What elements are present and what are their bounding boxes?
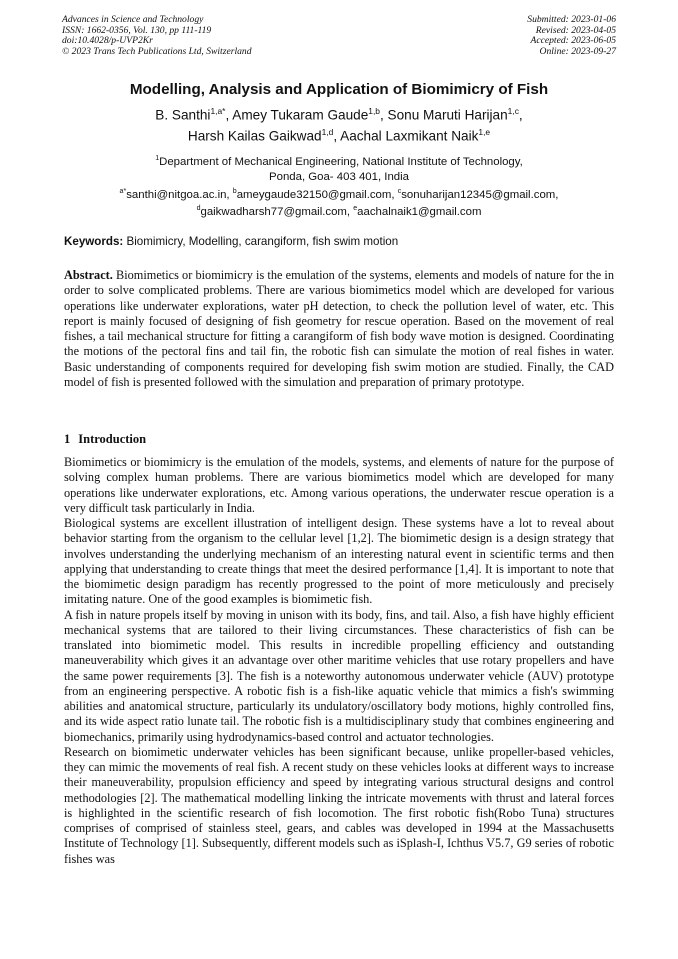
date-revised: Revised: 2023-04-05 xyxy=(535,24,616,36)
section-title: Introduction xyxy=(78,432,147,446)
journal-issn: ISSN: 1662-0356, Vol. 130, pp 111-119 xyxy=(62,24,212,36)
paragraph: Research on biomimetic underwater vehicles has been significant because, unlike propeller-based vehicles, they can mimic the movements of real fish. A recent study on these vehicles looks at different ways to increase their maneuverability, propulsion efficiency and speed by integrating various structural designs and control methodologies [2]. The mathematical modelling linking the intricate movements with thrust and lateral forces is highlighted in the scientific research of fish locomotion. The first robotic fish(Robo Tuna) structures comprises of comprised of stainless steel, gears, and cables was developed in 1994 at the Massachusetts Institute of Technology [1]. Subsequently, different models such as iSplash-I, Ichthus V5.7, G9 series of robotic fishes was xyxy=(64,744,614,866)
email: gaikwadharsh77@gmail.com, xyxy=(200,206,354,219)
email: sonuharijan12345@gmail.com, xyxy=(401,188,559,201)
email-mark: d xyxy=(196,205,201,213)
email: santhi@nitgoa.ac.in, xyxy=(126,188,233,201)
author-affil-mark: 1,b xyxy=(368,106,380,116)
abstract xyxy=(64,268,614,390)
email-mark: e xyxy=(353,205,358,213)
affiliation-line: Ponda, Goa- 403 401, India xyxy=(269,170,409,183)
affiliation-line: Department of Mechanical Engineering, National Institute of Technology, xyxy=(159,155,523,168)
paragraph: A fish in nature propels itself by moving in unison with its body, fins, and tail. Also, a fish have highly efficient mechanical systems that are tailored to their living circumstances. These characteristics of fish can be translated into biomimetic model. This results in incredible propelling efficiency and outstanding maneuverability which gives it an advantage over other maritime vehicles that use rotary propellers and have the same power requirements [3]. The fish is a noteworthy autonomous underwater vehicle (AUV) prototype from an engineering perspective. A robotic fish is a fish-like aquatic vehicle that mimics a fish's swimming abilities and anatomical structure, particularly its undulatory/oscillatory body motions, highly controlled fins, and its wide aspect ratio lunate tail. The robotic fish is a multidisciplinary study that combines engineering and biomechanics, primarily using hydrodynamics-based control and actuator technologies. xyxy=(64,607,614,744)
author-name: Harsh Kailas Gaikwad xyxy=(187,128,322,144)
abstract-text: Biomimetics or biomimicry is the emulation of the systems, elements and models of nature for the in order to solve complicated problems. There are various biomimetics model which are developed for various operations like underwater explorations, water pH detection, to check the pollution level of water, etc. This report is mainly focused of designing of fish geometry for rescue operation. Based on the movement of real fishes, a tail mechanical structure for fitting a carangiform of fish body wave motion is designed. Coordinating the motions of the pectoral fins and tail fin, the robotic fish can simulate the motion of real fishes in water. Basic understanding of components required for developing fish swim motion are studied. Finally, the CAD model of fish is presented followed with the simulation and preparation of primary prototype. xyxy=(64,268,614,389)
email-mark: b xyxy=(232,188,237,195)
date-submitted: Submitted: 2023-01-06 xyxy=(527,14,616,25)
publication-dates xyxy=(527,15,616,57)
author-name: , Sonu Maruti Harijan xyxy=(379,107,508,123)
email-mark: a* xyxy=(119,188,127,195)
author-list xyxy=(0,103,678,145)
author-emails xyxy=(0,185,678,220)
author-affil-mark: 1,d xyxy=(321,127,334,138)
affiliation xyxy=(0,151,678,185)
author-affil-mark: 1,a* xyxy=(210,106,226,116)
affiliation-mark: 1 xyxy=(155,155,160,162)
keywords-text: Biomimicry, Modelling, carangiform, fish swim motion xyxy=(123,235,399,248)
journal-info xyxy=(62,15,252,57)
email-mark: c xyxy=(397,188,402,195)
email: aachalnaik1@gmail.com xyxy=(357,206,482,219)
section-heading xyxy=(64,432,146,447)
paragraph: Biological systems are excellent illustration of intelligent design. These systems have a lot to reveal about behavior starting from the organism to the cellular level [1,2]. The biomimetic design is a design strategy that involves understanding the underlying mechanism of an interesting natural event in scientific terms and then applying that understanding to create things that meet the desired performance [1,4]. It is important to note that the biomimetic design paradigm has recently progressed to the point of more meticulously and precisely imitating nature. One of the good examples is biomimetic fish. xyxy=(64,516,614,607)
paragraph: Biomimetics or biomimicry is the emulation of the models, systems, and elements of nature for the purpose of solving complex human problems. There are various biomimetics model which are developed for many operations like underwater explorations, etc. Among various operations, the underwater rescue operation is a very difficult task particularly in India. xyxy=(64,455,614,515)
paper-title: Modelling, Analysis and Application of Biomimicry of Fish xyxy=(129,81,549,98)
email: ameygaude32150@gmail.com, xyxy=(236,188,398,201)
author-name: , Aachal Laxmikant Naik xyxy=(333,128,479,144)
keywords-label: Keywords: xyxy=(64,235,124,248)
author-name: B. Santhi xyxy=(155,107,211,123)
keywords xyxy=(64,235,614,248)
journal-doi: doi:10.4028/p-UVP2Kr xyxy=(62,35,153,47)
author-affil-mark: 1,e xyxy=(478,127,491,138)
introduction-body xyxy=(64,455,614,867)
journal-name: Advances in Science and Technology xyxy=(62,14,204,25)
section-number: 1 xyxy=(64,432,71,446)
date-online: Online: 2023-09-27 xyxy=(539,45,616,57)
abstract-label: Abstract. xyxy=(64,268,113,282)
journal-copyright: © 2023 Trans Tech Publications Ltd, Switzerland xyxy=(62,45,252,57)
author-separator: , xyxy=(518,107,523,123)
author-name: , Amey Tukaram Gaude xyxy=(225,107,369,123)
author-affil-mark: 1,c xyxy=(507,106,519,116)
date-accepted: Accepted: 2023-06-05 xyxy=(530,35,616,47)
